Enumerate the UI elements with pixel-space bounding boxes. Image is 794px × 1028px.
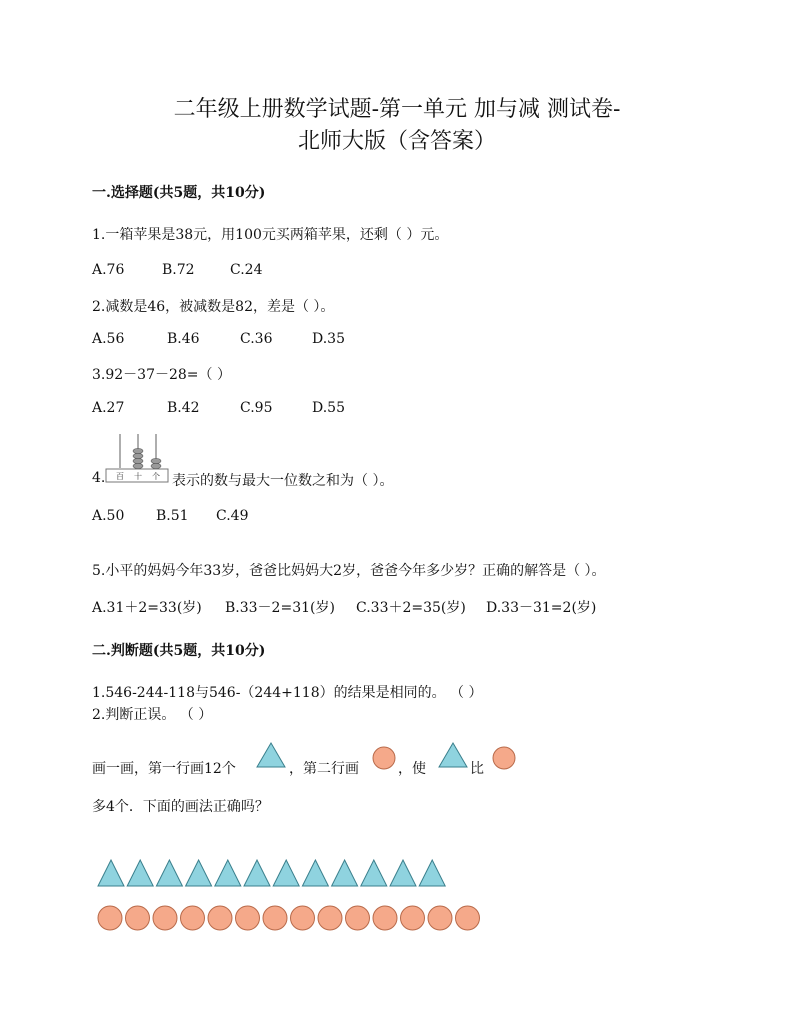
circle-inline-icon-2	[492, 746, 516, 770]
page-title-line1: 二年级上册数学试题-第一单元 加与减 测试卷-	[173, 97, 621, 122]
triangle-9	[332, 860, 358, 886]
q3-option-d: D.55	[312, 400, 345, 416]
circle-2	[126, 906, 150, 930]
judgment-2: 2.判断正误。 （ ）	[92, 707, 213, 723]
circle-4	[181, 906, 205, 930]
draw-text-2: ，第二行画	[289, 761, 359, 777]
judgment-1: 1.546-244-118与546-（244+118）的结果是相同的。 （ ）	[92, 685, 483, 701]
triangle-row	[96, 858, 456, 888]
q3-option-c: C.95	[240, 400, 273, 416]
abacus-label-tens: 十	[134, 472, 142, 481]
q1-option-c: C.24	[230, 262, 263, 278]
triangle-7	[273, 860, 299, 886]
circle-6	[236, 906, 260, 930]
q5-option-a: A.31＋2=33(岁)	[92, 600, 202, 616]
circle-3	[153, 906, 177, 930]
circle-1	[98, 906, 122, 930]
q2-option-d: D.35	[312, 331, 345, 347]
triangle-6	[244, 860, 270, 886]
q3-option-b: B.42	[167, 400, 200, 416]
triangle-8	[302, 860, 328, 886]
circle-inline-icon	[372, 746, 396, 770]
page-title-line2: 北师大版（含答案）	[297, 129, 496, 154]
circle-9	[318, 906, 342, 930]
triangle-3	[156, 860, 182, 886]
draw-text-5: 多4个．下面的画法正确吗？	[92, 799, 269, 815]
circle-10	[346, 906, 370, 930]
circle-13	[428, 906, 452, 930]
triangle-1	[98, 860, 124, 886]
abacus-label-hundreds: 百	[116, 472, 124, 481]
circle-5	[208, 906, 232, 930]
abacus-label-ones: 个	[152, 472, 160, 481]
q4-option-a: A.50	[92, 508, 125, 524]
circle-8	[291, 906, 315, 930]
question-3: 3.92－37－28=（ ）	[92, 367, 231, 383]
q2-option-b: B.46	[167, 331, 200, 347]
q5-option-c: C.33＋2=35(岁)	[356, 600, 466, 616]
triangle-5	[215, 860, 241, 886]
abacus-image	[104, 430, 170, 484]
q2-option-a: A.56	[92, 331, 125, 347]
draw-text-4: 比	[470, 761, 484, 777]
q3-option-a: A.27	[92, 400, 125, 416]
triangle-10	[361, 860, 387, 886]
triangle-11	[390, 860, 416, 886]
triangle-2	[127, 860, 153, 886]
question-2: 2.减数是46，被减数是82，差是（ ）。	[92, 299, 335, 315]
triangle-inline-icon-2	[438, 742, 468, 768]
q5-option-b: B.33－2=31(岁)	[225, 600, 335, 616]
q4-number: 4.	[92, 470, 106, 486]
triangle-12	[419, 860, 445, 886]
circle-12	[401, 906, 425, 930]
triangle-4	[186, 860, 212, 886]
q4-option-c: C.49	[216, 508, 249, 524]
draw-text-3: ，使	[398, 761, 426, 777]
q4-option-b: B.51	[156, 508, 189, 524]
section-heading-choice: 一.选择题(共5题，共10分)	[92, 185, 266, 201]
q5-option-d: D.33－31=2(岁)	[486, 600, 597, 616]
question-5: 5.小平的妈妈今年33岁，爸爸比妈妈大2岁，爸爸今年多少岁？正确的解答是（ ）。	[92, 563, 606, 579]
draw-text-1: 画一画，第一行画12个	[92, 761, 236, 777]
circle-7	[263, 906, 287, 930]
question-4: 表示的数与最大一位数之和为（ ）。	[172, 473, 394, 489]
question-1: 1.一箱苹果是38元，用100元买两箱苹果，还剩（ ）元。	[92, 227, 449, 243]
circle-11	[373, 906, 397, 930]
section-heading-judgment: 二.判断题(共5题，共10分)	[92, 643, 266, 659]
q1-option-a: A.76	[92, 262, 125, 278]
circle-14	[456, 906, 480, 930]
triangle-inline-icon	[256, 742, 286, 768]
q1-option-b: B.72	[162, 262, 195, 278]
q2-option-c: C.36	[240, 331, 273, 347]
circle-row	[96, 904, 496, 932]
